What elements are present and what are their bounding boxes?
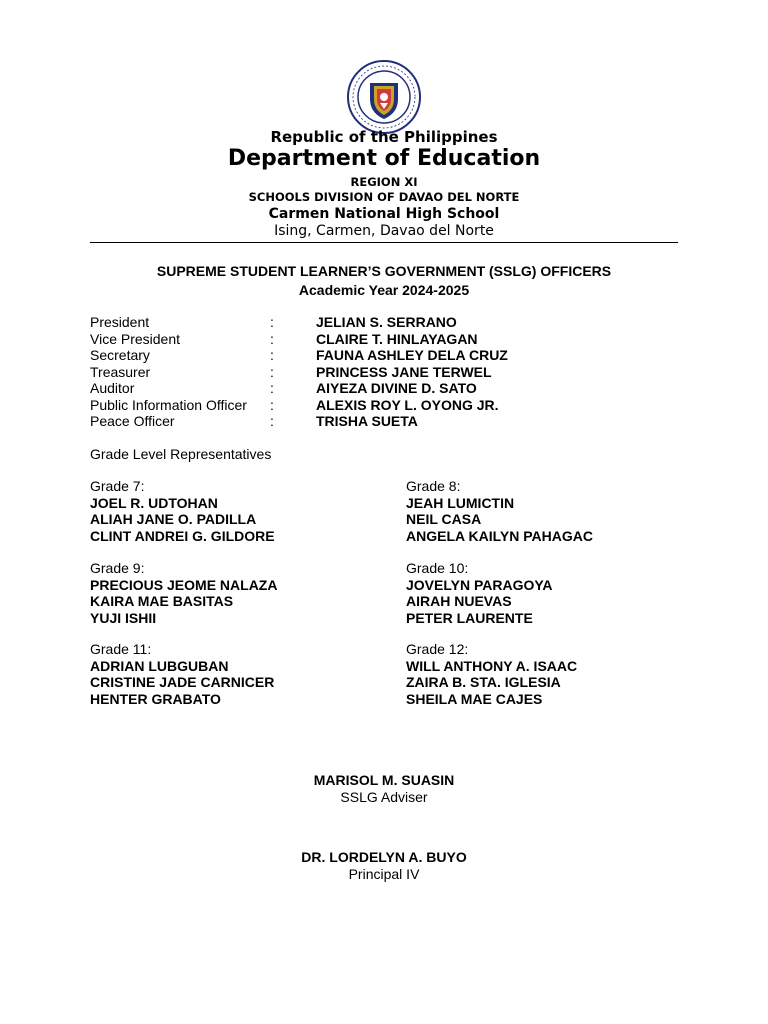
region-line: REGION XI [350, 175, 418, 189]
document-title: SUPREME STUDENT LEARNER’S GOVERNMENT (SSLG) OFFICERS [156, 263, 612, 279]
grade-rep-name: HENTER GRABATO [90, 690, 221, 707]
officer-name: AIYEZA DIVINE D. SATO [316, 380, 477, 396]
officer-position: Auditor [90, 380, 135, 396]
grade-rep-name: CLINT ANDREI G. GILDORE [90, 527, 275, 544]
grade-reps-heading: Grade Level Representatives [90, 446, 272, 462]
officer-position: Secretary [90, 347, 150, 363]
school-name: Carmen National High School [268, 206, 500, 222]
grade-rep-name: YUJI ISHII [90, 609, 157, 626]
grade-rep-name: AIRAH NUEVAS [406, 593, 512, 609]
grade-rep-name: PRECIOUS JEOME NALAZA [90, 576, 278, 593]
officer-name: TRISHA SUETA [316, 413, 418, 429]
grade-10-block [406, 560, 553, 626]
grade-rep-name: JOEL R. UDTOHAN [90, 494, 218, 511]
grade-rep-name: ANGELA KAILYN PAHAGAC [406, 527, 593, 544]
grade-label: Grade 7: [90, 478, 145, 494]
officer-colon: : [270, 347, 274, 363]
grade-11-block [90, 641, 274, 707]
officer-position: President [90, 314, 150, 330]
officer-name: JELIAN S. SERRANO [316, 314, 457, 330]
principal-signature-block [0, 849, 768, 883]
grade-label: Grade 9: [90, 560, 145, 576]
principal-title: Principal IV [348, 866, 420, 882]
grade-rep-name: KAIRA MAE BASITAS [90, 593, 234, 609]
officer-name: ALEXIS ROY L. OYONG JR. [316, 396, 499, 413]
grade-7-block [90, 478, 275, 544]
republic-line: Republic of the Philippines [270, 128, 498, 146]
grade-rep-name: JOVELYN PARAGOYA [406, 576, 553, 593]
officer-name: PRINCESS JANE TERWEL [316, 363, 492, 380]
grade-rep-name: WILL ANTHONY A. ISAAC [406, 657, 578, 674]
officer-colon: : [270, 314, 274, 330]
deped-seal-icon [346, 59, 422, 135]
grade-label: Grade 8: [406, 478, 461, 494]
grade-rep-name: ALIAH JANE O. PADILLA [90, 511, 257, 527]
grade-9-block [90, 560, 277, 626]
officer-position: Peace Officer [90, 413, 175, 429]
division-line: SCHOOLS DIVISION OF DAVAO DEL NORTE [248, 190, 520, 204]
officer-name: CLAIRE T. HINLAYAGAN [316, 330, 478, 347]
grade-rep-name: NEIL CASA [406, 511, 482, 527]
officer-colon: : [270, 363, 274, 380]
grade-12-block [406, 641, 577, 707]
officer-colon: : [270, 413, 274, 429]
grade-rep-name: SHEILA MAE CAJES [406, 690, 543, 707]
grade-label: Grade 10: [406, 560, 469, 576]
adviser-name: MARISOL M. SUASIN [313, 772, 455, 788]
grade-rep-name: PETER LAURENTE [406, 609, 533, 626]
grade-label: Grade 11: [90, 641, 152, 657]
officer-colon: : [270, 330, 274, 347]
grade-rep-name: ADRIAN LUBGUBAN [90, 657, 229, 674]
grade-rep-name: ZAIRA B. STA. IGLESIA [406, 674, 561, 690]
header-divider [90, 242, 678, 243]
officer-name: FAUNA ASHLEY DELA CRUZ [316, 347, 508, 363]
grade-rep-name: CRISTINE JADE CARNICER [90, 674, 275, 690]
school-address: Ising, Carmen, Davao del Norte [274, 223, 494, 239]
adviser-title: SSLG Adviser [340, 789, 428, 805]
adviser-signature-block [0, 772, 768, 806]
officer-position: Treasurer [90, 363, 151, 380]
academic-year: Academic Year 2024-2025 [298, 282, 470, 298]
officer-colon: : [270, 380, 274, 396]
grade-rep-name: JEAH LUMICTIN [406, 494, 515, 511]
grade-label: Grade 12: [406, 641, 469, 657]
grade-8-block [406, 478, 593, 544]
officer-colon: : [270, 396, 274, 413]
principal-name: DR. LORDELYN A. BUYO [301, 849, 467, 865]
officer-position: Vice President [90, 330, 181, 347]
department-title: Department of Education [227, 146, 541, 171]
officer-position: Public Information Officer [90, 396, 247, 413]
